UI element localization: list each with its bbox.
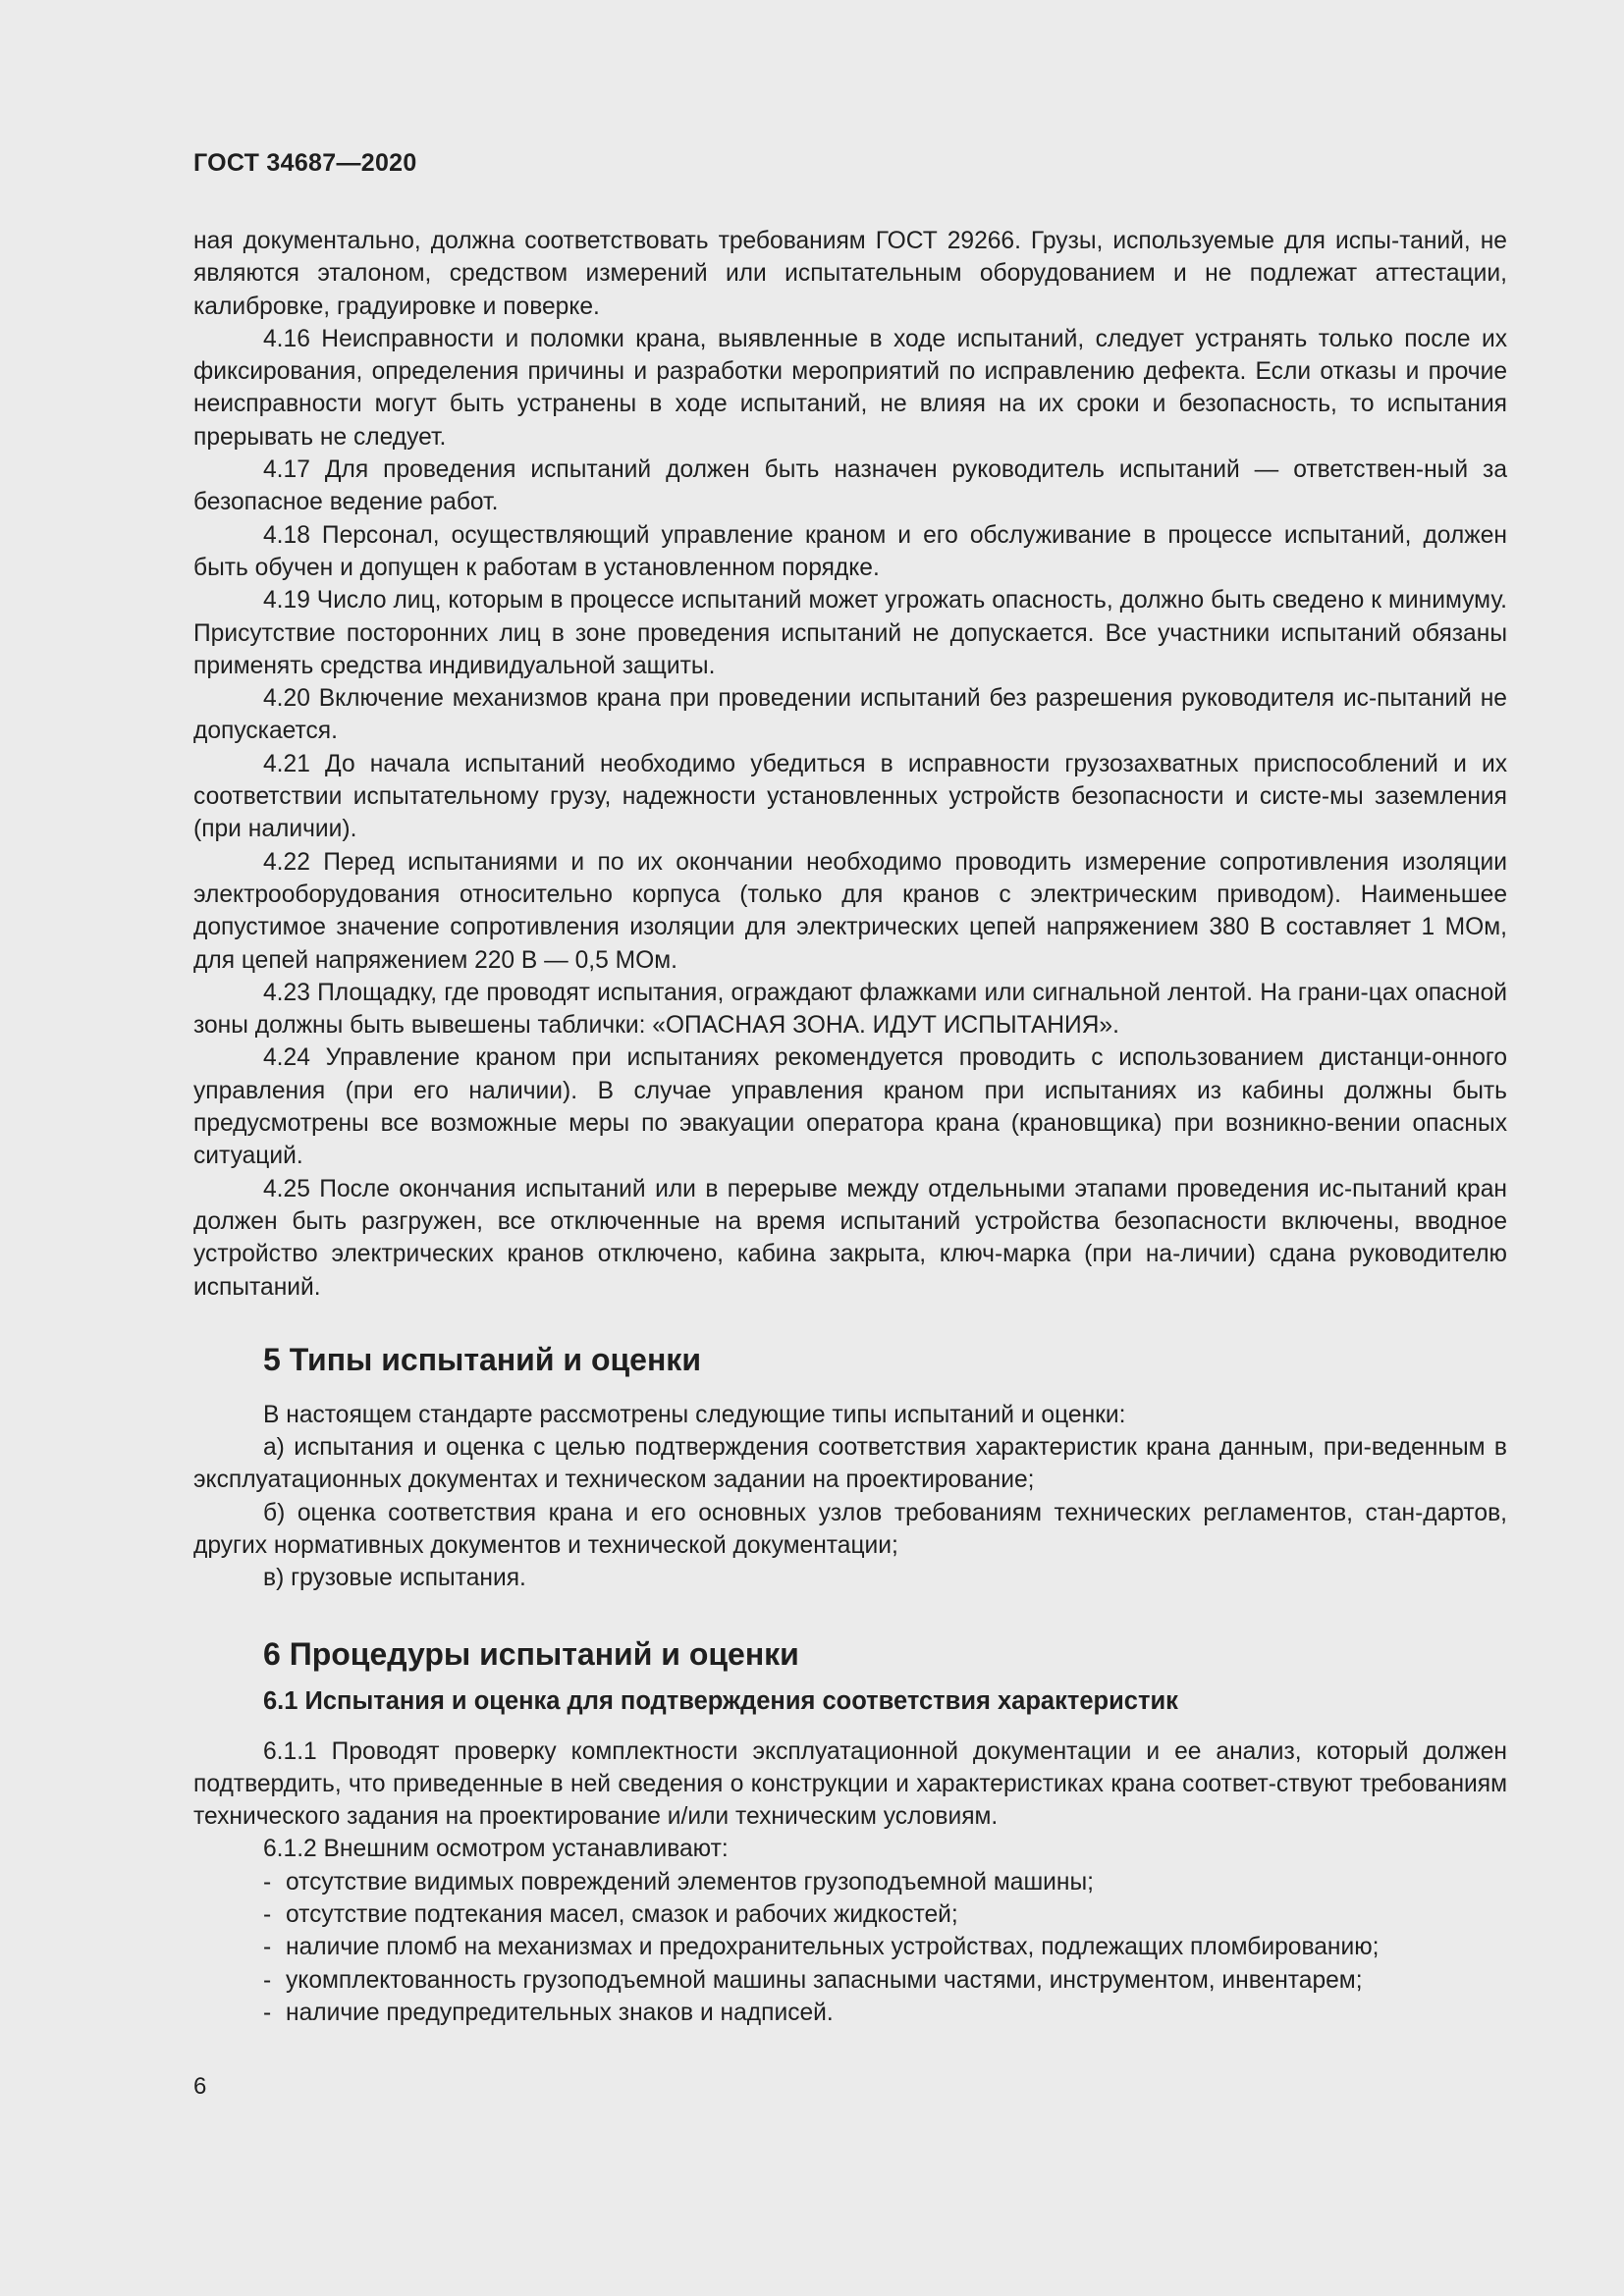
paragraph-6-1-2: 6.1.2 Внешним осмотром устанавливают: bbox=[263, 1836, 729, 1863]
paragraph-continuation: ная документально, должна соответствовать требованиям ГОСТ 29266. Грузы, используемые для испы-таний, не являются эталоном, средством измерений или испытательным оборудованием и не подлежат аттестации, калибровке, градуировке и поверке. bbox=[193, 228, 1507, 320]
list-item bbox=[193, 1866, 1507, 1898]
paragraph-4-17: 4.17 Для проведения испытаний должен быть назначен руководитель испытаний — ответствен-ный за безопасное ведение работ. bbox=[193, 456, 1507, 516]
section-5-heading: 5 Типы испытаний и оценки bbox=[263, 1341, 701, 1377]
list-item bbox=[193, 1964, 1507, 1997]
section-6-heading: 6 Процедуры испытаний и оценки bbox=[263, 1635, 799, 1672]
page-number: 6 bbox=[193, 2073, 207, 2100]
paragraph-4-23: 4.23 Площадку, где проводят испытания, ограждают флажками или сигнальной лентой. На грани-цах опасной зоны должны быть вывешены таблички: «ОПАСНАЯ ЗОНА. ИДУТ ИСПЫТАНИЯ». bbox=[193, 979, 1507, 1040]
section-5-item-a: а) испытания и оценка с целью подтверждения соответствия характеристик крана данным, при-веденным в эксплуатационных документах и техническом задании на проектирование; bbox=[193, 1434, 1507, 1494]
paragraph-4-18: 4.18 Персонал, осуществляющий управление краном и его обслуживание в процессе испытаний, должен быть обучен и допущен к работам в установленном порядке. bbox=[193, 521, 1507, 581]
section-5-item-c: в) грузовые испытания. bbox=[263, 1565, 526, 1592]
list-dash: - bbox=[263, 1934, 272, 1961]
document-body bbox=[193, 225, 1507, 2029]
section-5-intro: В настоящем стандарте рассмотрены следующие типы испытаний и оценки: bbox=[263, 1401, 1126, 1428]
list-item bbox=[193, 1898, 1507, 1931]
document-header: ГОСТ 34687—2020 bbox=[193, 149, 417, 177]
list-item bbox=[193, 1997, 1507, 2029]
section-5-item-b: б) оценка соответствия крана и его основных узлов требованиям технических регламентов, стан-дартов, других нормативных документов и технической документации; bbox=[193, 1499, 1507, 1559]
paragraph-4-22: 4.22 Перед испытаниями и по их окончании необходимо проводить измерение сопротивления изоляции электрооборудования относительно корпуса (только для кранов с электрическим приводом). Наименьшее допустимое значение сопротивления изоляции для электрических цепей напряжением 380 В составляет 1 МОм, для цепей напряжением 220 В — 0,5 МОм. bbox=[193, 848, 1507, 974]
paragraph-4-21: 4.21 До начала испытаний необходимо убедиться в исправности грузозахватных приспособлений и их соответствии испытательному грузу, надежности установленных устройств безопасности и систе-мы заземления (при наличии). bbox=[193, 750, 1507, 843]
section-6-1-heading: 6.1 Испытания и оценка для подтверждения соответствия характеристик bbox=[263, 1686, 1178, 1715]
list-item-text: отсутствие видимых повреждений элементов грузоподъемной машины; bbox=[286, 1868, 1095, 1896]
list-dash: - bbox=[263, 1966, 272, 1994]
list-dash: - bbox=[263, 1999, 272, 2026]
paragraph-4-19: 4.19 Число лиц, которым в процессе испытаний может угрожать опасность, должно быть сведено к минимуму. Присутствие посторонних лиц в зоне проведения испытаний не допускается. Все участники испытаний обязаны применять средства индивидуальной защиты. bbox=[193, 587, 1507, 679]
paragraph-4-20: 4.20 Включение механизмов крана при проведении испытаний без разрешения руководителя ис-пытаний не допускается. bbox=[193, 685, 1507, 745]
list-item-text: отсутствие подтекания масел, смазок и рабочих жидкостей; bbox=[286, 1901, 958, 1929]
list-item-text: укомплектованность грузоподъемной машины запасными частями, инструментом, инвентарем; bbox=[286, 1966, 1363, 1994]
list-item-text: наличие пломб на механизмах и предохранительных устройствах, подлежащих пломбированию; bbox=[286, 1934, 1380, 1961]
list-dash: - bbox=[263, 1901, 272, 1929]
paragraph-4-16: 4.16 Неисправности и поломки крана, выявленные в ходе испытаний, следует устранять только после их фиксирования, определения причины и разработки мероприятий по исправлению дефекта. Если отказы и прочие неисправности могут быть устранены в ходе испытаний, не влияя на их сроки и безопасность, то испытания прерывать не следует. bbox=[193, 325, 1507, 451]
paragraph-4-25: 4.25 После окончания испытаний или в перерыве между отдельными этапами проведения ис-пытаний кран должен быть разгружен, все отключенные на время испытаний устройства безопасности включены, вводное устройство электрических кранов отключено, кабина закрыта, ключ-марка (при на-личии) сдана руководителю испытаний. bbox=[193, 1175, 1507, 1301]
paragraph-6-1-1: 6.1.1 Проводят проверку комплектности эксплуатационной документации и ее анализ, который должен подтвердить, что приведенные в ней сведения о конструкции и характеристиках крана соответ-ствуют требованиям технического задания на проектирование и/или техническим условиям. bbox=[193, 1737, 1507, 1831]
list-item-text: наличие предупредительных знаков и надписей. bbox=[286, 1999, 834, 2026]
list-item bbox=[193, 1931, 1507, 1963]
paragraph-4-24: 4.24 Управление краном при испытаниях рекомендуется проводить с использованием дистанци-онного управления (при его наличии). В случае управления краном при испытаниях из кабины должны быть предусмотрены все возможные меры по эвакуации оператора крана (крановщика) при возникно-вении опасных ситуаций. bbox=[193, 1044, 1507, 1170]
list-dash: - bbox=[263, 1868, 272, 1896]
